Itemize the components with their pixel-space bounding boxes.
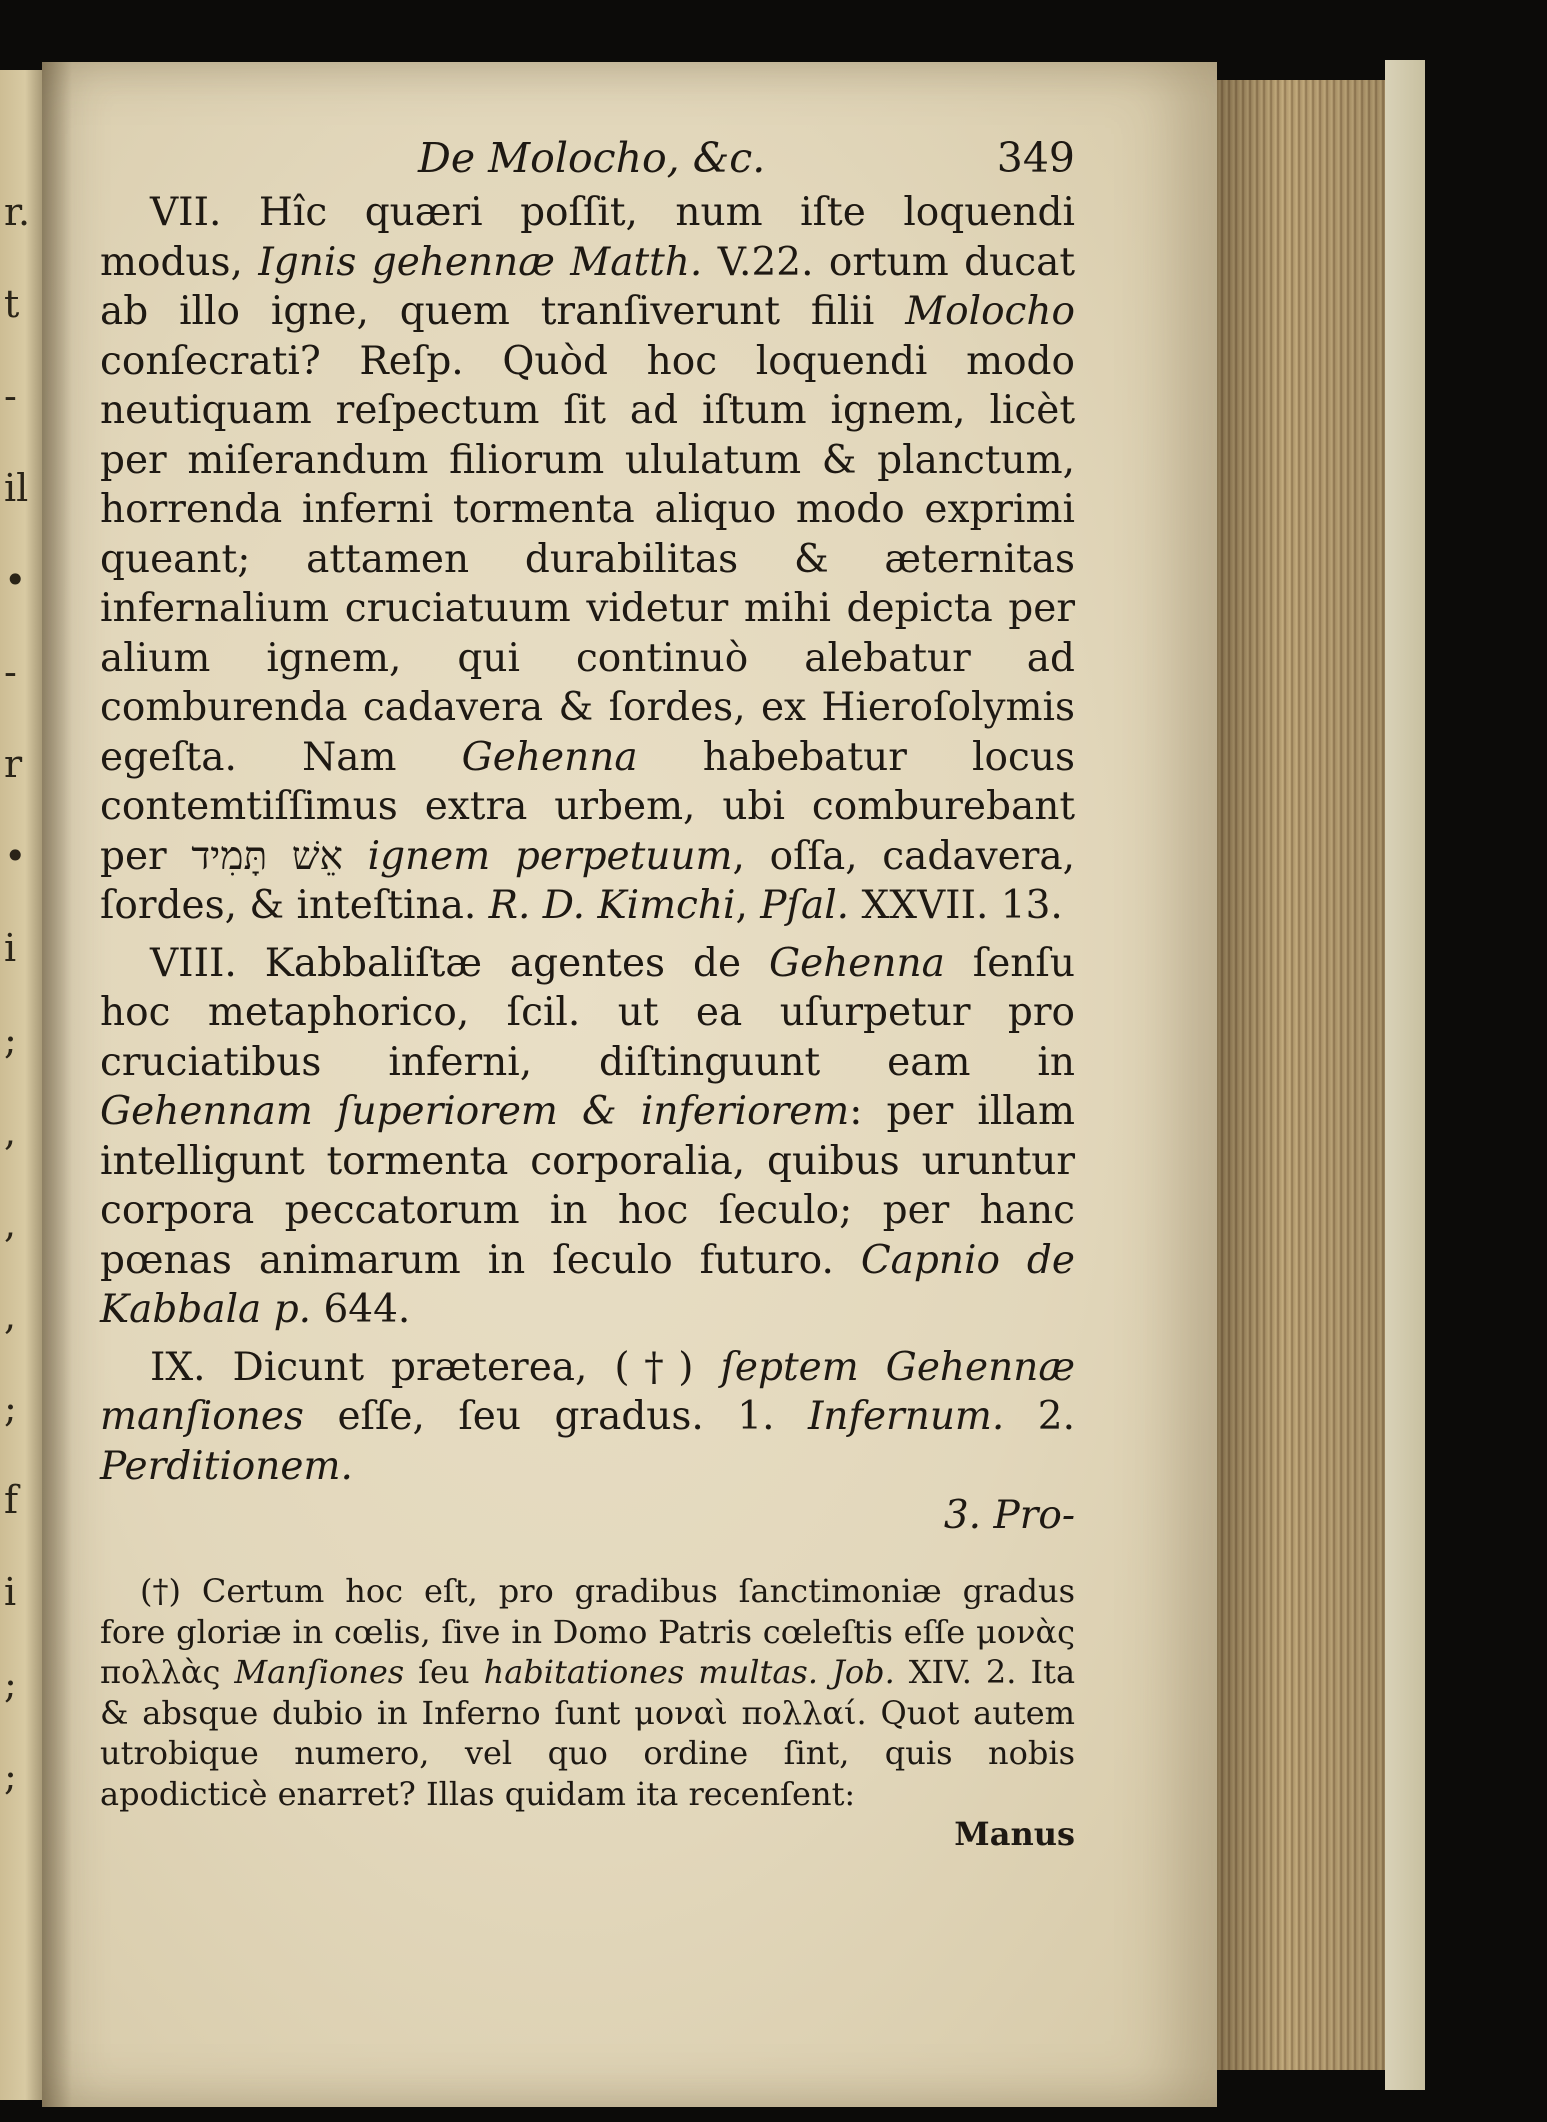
previous-page-char: • [4, 834, 27, 878]
text-run: eſſe, ſeu gradus. 1. [303, 1394, 809, 1439]
text-run: : per illam intelligunt tormenta corporalia, quibus uruntur corpora peccatorum in hoc ſeculo; per hanc pœnas animarum in ſeculo futuro. [100, 1089, 1075, 1283]
paragraph-text [100, 1345, 1075, 1489]
italic-run: Gehennam ſuperiorem & inferiorem [100, 1089, 850, 1134]
italic-run: Molocho [905, 289, 1075, 334]
text-run: μοναὶ πολλαί [634, 1693, 857, 1732]
paragraph-text [100, 190, 1075, 928]
previous-page-char: t [4, 282, 20, 326]
page-text [100, 128, 1075, 1854]
previous-page-char: , [4, 1202, 17, 1246]
previous-page-char: ; [4, 1754, 17, 1798]
italic-run: Gehenna [461, 734, 638, 780]
italic-run: ignem perpetuum [367, 833, 733, 879]
paragraph-number: VII. [150, 190, 222, 235]
italic-run: habitationes multas. Job. [483, 1653, 895, 1691]
text-run: XIV. 2. Ita & absque dubio in Inferno ſunt [100, 1653, 1076, 1732]
page-number: 349 [996, 134, 1075, 182]
text-run: Dicunt præterea, (†) [205, 1344, 721, 1390]
paragraph-number: VIII. [150, 940, 237, 986]
paragraph [100, 188, 1075, 931]
italic-run: Capnio de Kabbala p. [100, 1237, 1075, 1332]
previous-page-char: - [4, 374, 17, 418]
footnote-text [100, 1572, 1075, 1813]
italic-run: ſeptem Gehennæ manſiones [100, 1344, 1076, 1439]
text-run: אֵשׁ תָּמִיד [191, 833, 343, 879]
text-run: ſenſu hoc metaphorico, ſcil. ut ea uſurpetur pro cruciatibus inferni, diſtinguunt eam in [100, 940, 1075, 1085]
text-run: habebatur locus contemtiſſimus extra urbem, ubi comburebant per [100, 734, 1075, 879]
book-cover-edge [1385, 60, 1425, 2090]
paragraph-text [100, 941, 1075, 1333]
previous-page-char: ; [4, 1386, 17, 1430]
text-run [343, 834, 368, 879]
text-run [220, 1653, 234, 1691]
text-run: 644. [311, 1287, 411, 1332]
footnote [100, 1571, 1075, 1814]
previous-page-char: ; [4, 1018, 17, 1062]
catchword: 3. Pro- [943, 1493, 1075, 1538]
page-header [100, 128, 1075, 188]
italic-run: Ignis gehennæ Matth. [258, 239, 703, 285]
text-run: conſecrati? Reſp. Quòd hoc loquendi modo neutiquam reſpectum ſit ad iſtum ignem, licèt per miſerandum filiorum ululatum & planctum, horrenda inferni tormenta aliquo modo exprimi queant; attamen durabilitas & æternitas infernalium cruciatuum videtur mihi depicta per alium ignem, qui continuò alebatur ad comburenda cadavera & ſordes, ex Hieroſolymis egeſta. Nam [100, 338, 1075, 780]
running-head: De Molocho, &c. [418, 134, 766, 182]
italic-run: R. D. Kimchi [488, 883, 736, 928]
previous-page-char: r. [4, 190, 31, 234]
previous-page-char: r [4, 742, 23, 786]
text-run: μονὰς πολλὰς [100, 1612, 1075, 1691]
italic-run: Gehenna [768, 940, 945, 986]
paragraph-number: IX. [150, 1344, 206, 1390]
previous-page-char: , [4, 1110, 17, 1154]
paragraph [100, 939, 1075, 1335]
previous-page-char: il [4, 466, 29, 510]
text-run: , oſſa, cadavera, ſordes, & inteſtina. [100, 833, 1075, 928]
previous-page-char: i [4, 1570, 17, 1614]
italic-run: Manſiones [234, 1653, 405, 1691]
italic-run: Perditionem. [100, 1443, 353, 1489]
paragraph [100, 1343, 1075, 1492]
text-run: Certum hoc eſt, pro gradibus ſanctimoniæ gradus fore gloriæ in cœlis, ſive in Domo Patris cœleſtis eſſe [100, 1572, 1075, 1651]
footnote-mark: (†) [140, 1572, 181, 1610]
previous-page-edge [0, 70, 42, 2100]
text-run: ſeu [404, 1653, 484, 1691]
text-run: Kabbaliſtæ agentes de [236, 940, 769, 986]
previous-page-char: i [4, 926, 17, 970]
text-run: 2. [1004, 1394, 1076, 1439]
previous-page-char: f [4, 1478, 19, 1522]
gutter-shadow [42, 62, 72, 2107]
italic-run: Infernum. [808, 1394, 1005, 1439]
previous-page-char: • [4, 558, 27, 602]
body-text [100, 188, 1075, 1491]
text-run: . Quot autem utrobique numero, vel quo ordine ſint, quis nobis apodicticè enarret? Illas quidam ita recenſent: [100, 1693, 1076, 1813]
italic-run: Pſal. [760, 883, 850, 928]
text-run: V.22. ortum ducat ab illo igne, quem tranſiverunt filii [100, 239, 1076, 334]
footnote-catchword: Manus [954, 1815, 1075, 1853]
text-run: , [735, 883, 761, 928]
text-run: Hîc quæri poſſit, num iſte loquendi modus, [100, 190, 1075, 285]
text-run: XXVII. 13. [849, 883, 1063, 928]
fore-edge-shadow [1217, 80, 1385, 2070]
previous-page-char: - [4, 650, 17, 694]
previous-page-char: ; [4, 1662, 17, 1706]
previous-page-char: , [4, 1294, 17, 1338]
